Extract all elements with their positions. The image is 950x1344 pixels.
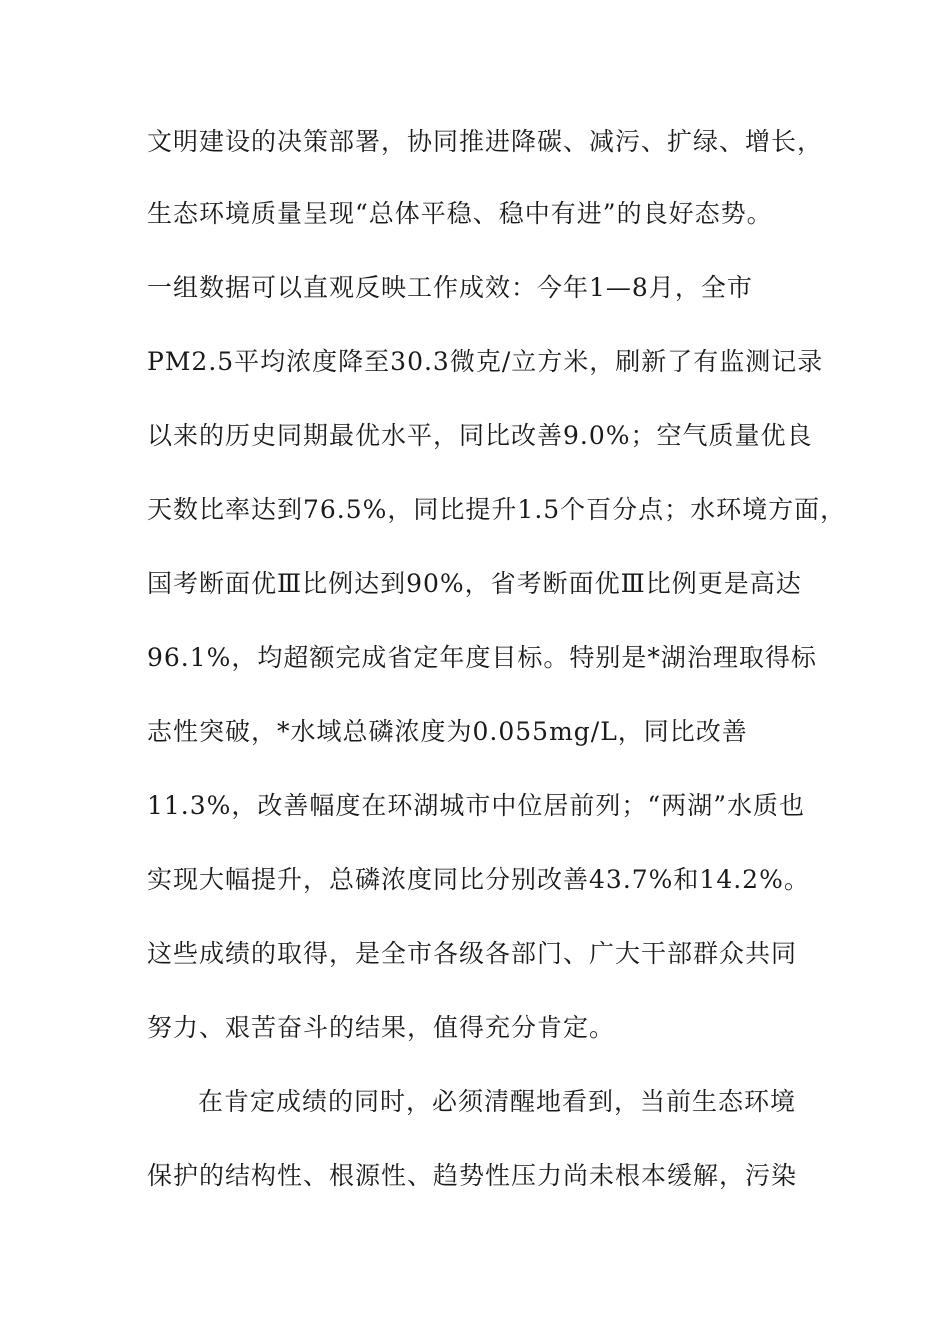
text-line: 努力、艰苦奋斗的结果，值得充分肯定。	[147, 1013, 616, 1042]
text-line: 这些成绩的取得，是全市各级各部门、广大干部群众共同	[147, 939, 798, 968]
paragraph-first-line: 在肯定成绩的同时，必须清醒地看到，当前生态环境	[198, 1087, 797, 1116]
text-line: 以来的历史同期最优水平，同比改善9.0%；空气质量优良	[147, 421, 813, 450]
text-line: 国考断面优Ⅲ比例达到90%，省考断面优Ⅲ比例更是高达	[147, 569, 802, 598]
text-line: 实现大幅提升，总磷浓度同比分别改善43.7%和14.2%。	[147, 865, 810, 894]
text-line: 11.3%，改善幅度在环湖城市中位居前列；“两湖”水质也	[147, 791, 805, 820]
text-line: 文明建设的决策部署，协同推进降碳、减污、扩绿、增长，	[147, 127, 824, 156]
text-line: 保护的结构性、根源性、趋势性压力尚未根本缓解，污染	[147, 1161, 798, 1190]
text-line: 一组数据可以直观反映工作成效：今年1—8月，全市	[147, 273, 753, 302]
text-line: 生态环境质量呈现“总体平稳、稳中有进”的良好态势。	[147, 199, 773, 228]
text-line: PM2.5平均浓度降至30.3微克/立方米，刷新了有监测记录	[147, 347, 824, 376]
text-line: 96.1%，均超额完成省定年度目标。特别是*湖治理取得标	[147, 643, 817, 672]
text-line: 志性突破，*水域总磷浓度为0.055mg/L，同比改善	[147, 717, 748, 746]
text-line: 天数比率达到76.5%，同比提升1.5个百分点；水环境方面，	[147, 495, 847, 524]
